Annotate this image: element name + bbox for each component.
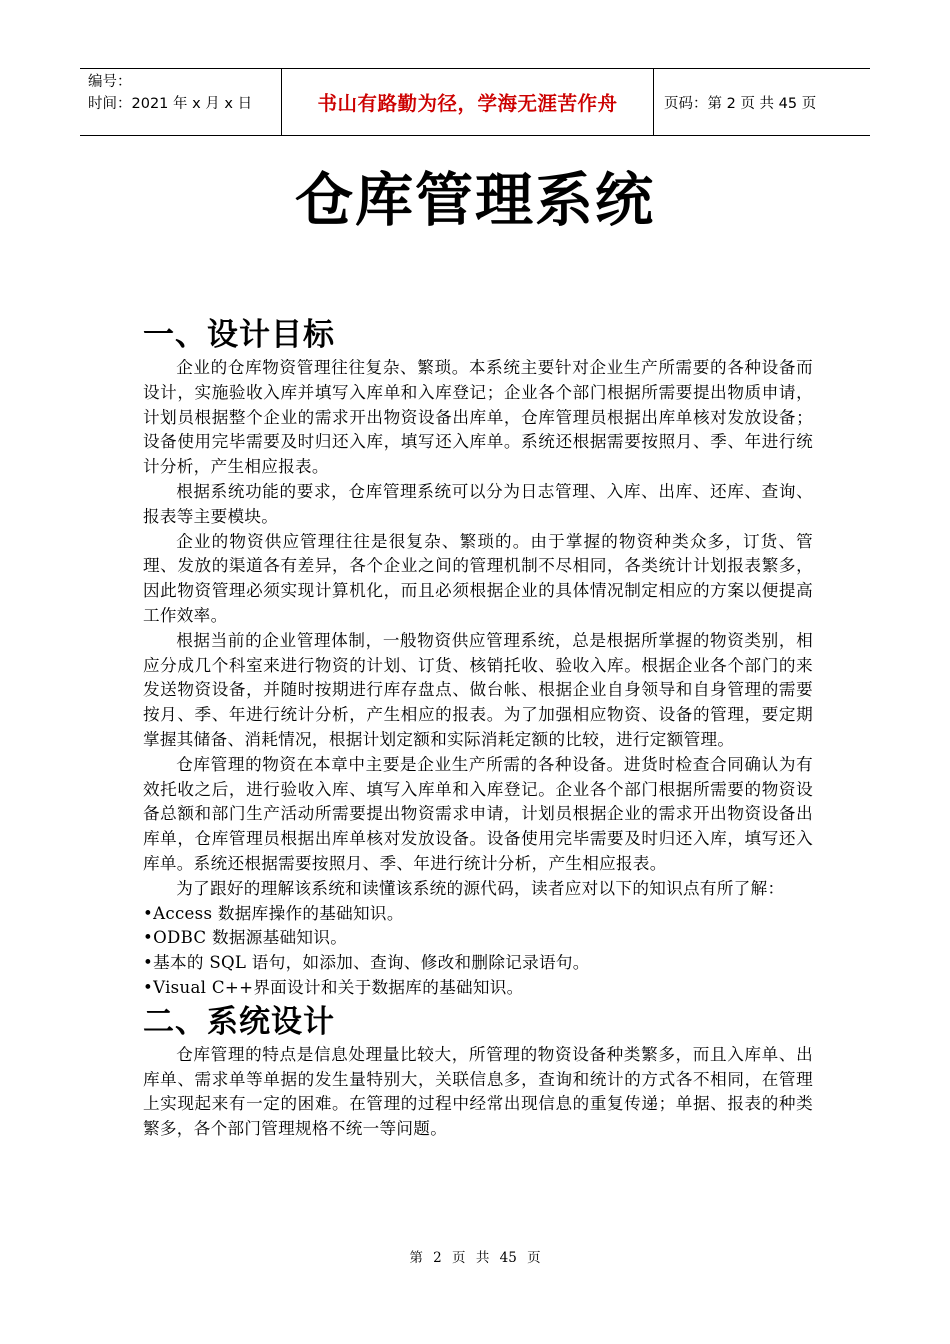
header-motto: 书山有路勤为径，学海无涯苦作舟 xyxy=(282,69,654,135)
body-paragraph: 企业的仓库物资管理往往复杂、繁琐。本系统主要针对企业生产所需要的各种设备而设计，实施验收入库并填写入库单和入库登记；企业各个部门根据所需要提出物质申请，计划员根据整个企业的需求开出物资设备出库单，仓库管理员根据出库单核对发放设备；设备使用完毕需要及时归还入库，填写还入库单。系统还根据需要按照月、季、年进行统计分析，产生相应报表。 xyxy=(143,358,813,477)
body-paragraph: 仓库管理的特点是信息处理量比较大，所管理的物资设备种类繁多，而且入库单、出库单、需求单等单据的发生量特别大，关联信息多，查询和统计的方式各不相同，在管理上实现起来有一定的困难。在管理的过程中经常出现信息的重复传递；单据、报表的种类繁多，各个部门管理规格不统一等问题。 xyxy=(143,1044,813,1139)
header-page-code: 页码：第 2 页 共 45 页 xyxy=(664,95,817,112)
bullet-item: •Access 数据库操作的基础知识。 xyxy=(143,903,404,923)
header-meta xyxy=(80,69,282,135)
page-footer: 第 2 页 共 45 页 xyxy=(409,1250,541,1266)
body-paragraph: 根据当前的企业管理体制，一般物资供应管理系统，总是根据所掌握的物资类别，相应分成几个科室来进行物资的计划、订货、核销托收、验收入库。根据企业各个部门的来发送物资设备，并随时按期进行库存盘点、做台帐、根据企业自身领导和自身管理的需要按月、季、年进行统计分析，产生相应的报表。为了加强相应物资、设备的管理，要定期掌握其储备、消耗情况，根据计划定额和实际消耗定额的比较，进行定额管理。 xyxy=(143,630,813,749)
body-paragraph: 企业的物资供应管理往往是很复杂、繁琐的。由于掌握的物资种类众多，订货、管理、发放的渠道各有差异，各个企业之间的管理机制不尽相同，各类统计计划报表繁多，因此物资管理必须实现计算机化，而且必须根据企业的具体情况制定相应的方案以便提高工作效率。 xyxy=(143,531,813,625)
document-title: 仓库管理系统 xyxy=(294,166,655,234)
document-date: 时间：2021 年 x 月 x 日 xyxy=(88,96,253,112)
section-heading-system-design: 二、系统设计 xyxy=(143,1003,335,1040)
bullet-item: •ODBC 数据源基础知识。 xyxy=(143,928,348,948)
bullet-item: •Visual C++界面设计和关于数据库的基础知识。 xyxy=(143,977,524,997)
section-heading-design-goals: 一、设计目标 xyxy=(143,317,335,353)
body-paragraph: 为了跟好的理解该系统和读懂该系统的源代码，读者应对以下的知识点有所了解： xyxy=(176,878,785,898)
document-body xyxy=(143,314,813,1142)
page-header xyxy=(80,68,870,136)
document-number-label: 编号： xyxy=(88,74,132,90)
body-paragraph: 根据系统功能的要求，仓库管理系统可以分为日志管理、入库、出库、还库、查询、报表等主要模块。 xyxy=(143,481,813,526)
bullet-item: •基本的 SQL 语句，如添加、查询、修改和删除记录语句。 xyxy=(143,953,590,973)
body-paragraph: 仓库管理的物资在本章中主要是企业生产所需的各种设备。进货时检查合同确认为有效托收之后，进行验收入库、填写入库单和入库登记。企业各个部门根据所需要的物资设备总额和部门生产活动所需要提出物资需求申请，计划员根据企业的需求开出物资设备出库单，仓库管理员根据出库单核对发放设备。设备使用完毕需要及时归还入库，填写还入库单。系统还根据需要按照月、季、年进行统计分析，产生相应报表。 xyxy=(143,754,813,873)
